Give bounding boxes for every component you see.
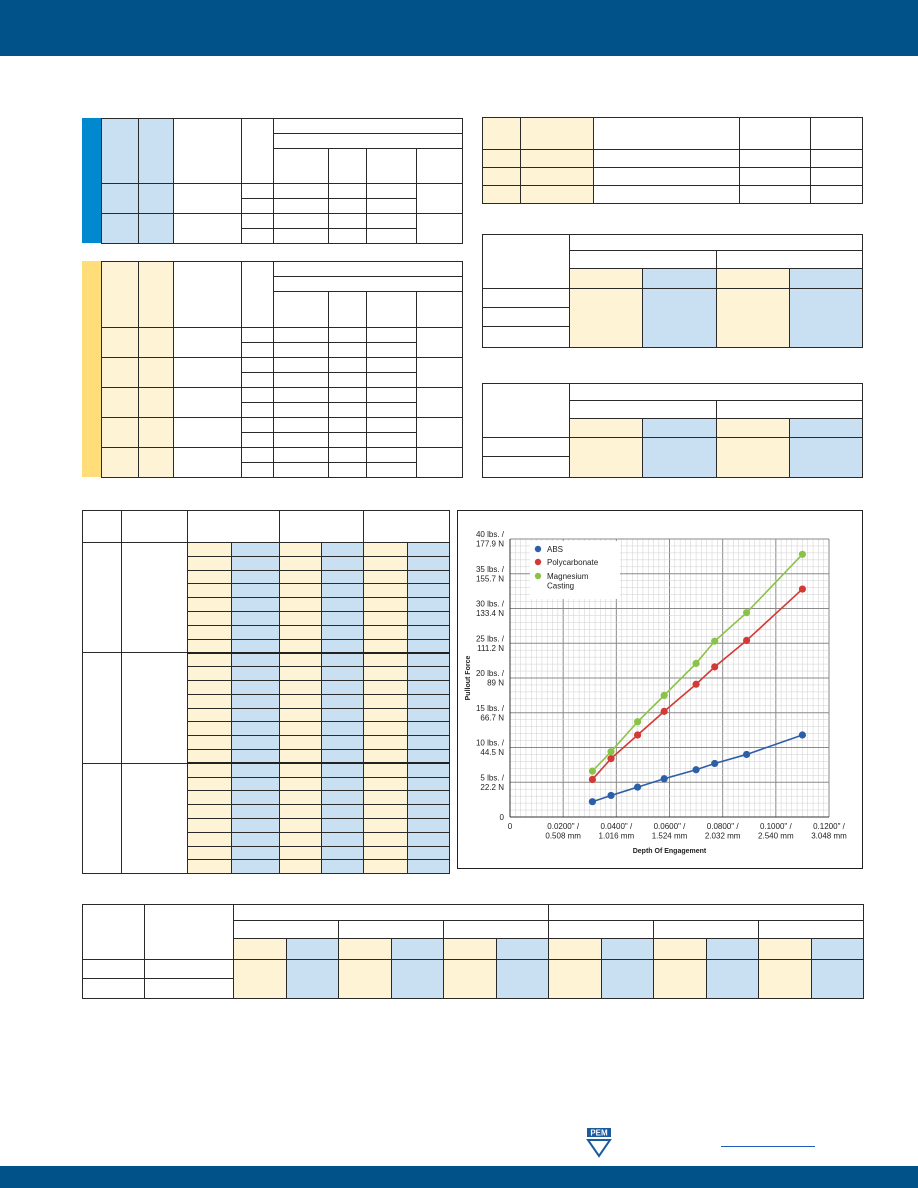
x-tick-label: 0.1000" / 2.540 mm <box>758 822 794 841</box>
y-tick-label: 5 lbs. / 22.2 N <box>480 773 504 792</box>
chart-panel <box>457 510 863 869</box>
table-b <box>101 261 463 478</box>
y-axis-label: Pullout Force <box>465 655 472 701</box>
series-point <box>661 692 668 699</box>
x-tick-label: 0.0200" / 0.508 mm <box>545 822 581 841</box>
table-c <box>482 117 863 204</box>
series-point <box>607 755 614 762</box>
legend-marker <box>535 546 541 552</box>
series-point <box>743 751 750 758</box>
series-point <box>589 776 596 783</box>
x-tick-label: 0 <box>507 822 513 831</box>
pem-logo <box>586 1128 612 1158</box>
table-d <box>482 234 863 348</box>
website-link-underline[interactable] <box>721 1146 815 1147</box>
x-tick-label: 0.1200" / 3.048 mm <box>811 822 847 841</box>
series-point <box>799 551 806 558</box>
legend-box <box>530 541 620 599</box>
y-tick-label: 30 lbs. / 133.4 N <box>475 599 504 618</box>
series-point <box>799 585 806 592</box>
y-tick-label: 20 lbs. / 89 N <box>475 669 504 688</box>
series-point <box>711 760 718 767</box>
series-point <box>711 638 718 645</box>
chart-legend <box>530 541 620 599</box>
series-point <box>634 718 641 725</box>
y-tick-label: 40 lbs. / 177.9 N <box>475 530 504 549</box>
legend-label: Magnesium Casting <box>547 572 589 591</box>
y-tick-label: 15 lbs. / 66.7 N <box>475 703 504 723</box>
pem-logo-text: PEM <box>590 1128 608 1138</box>
series-point <box>634 784 641 791</box>
series-point <box>589 798 596 805</box>
series-point <box>743 609 750 616</box>
legend-marker <box>535 573 541 579</box>
header-bar <box>0 0 918 56</box>
pullout-force-chart <box>458 511 861 867</box>
x-tick-label: 0.0400" / 1.016 mm <box>598 822 635 841</box>
series-point <box>692 681 699 688</box>
chart-axes <box>465 530 847 855</box>
table-a <box>101 118 463 244</box>
y-tick-label: 35 lbs. / 155.7 N <box>475 564 504 584</box>
legend-label: Polycarbonate <box>547 558 599 567</box>
table-g <box>82 904 864 999</box>
y-tick-label: 0 <box>499 813 504 822</box>
table-b-accent <box>82 261 101 477</box>
series-point <box>692 660 699 667</box>
series-point <box>661 775 668 782</box>
x-tick-label: 0.0600" / 1.524 mm <box>651 822 688 841</box>
series-point <box>589 768 596 775</box>
series-point <box>743 637 750 644</box>
y-tick-label: 25 lbs. / 111.2 N <box>475 634 504 653</box>
table-f <box>82 510 450 874</box>
footer-bar <box>0 1166 918 1188</box>
series-point <box>799 731 806 738</box>
legend-marker <box>535 559 541 565</box>
series-point <box>607 748 614 755</box>
x-axis-label: Depth Of Engagement <box>632 848 707 855</box>
series-point <box>661 708 668 715</box>
legend-label: ABS <box>547 545 564 554</box>
y-tick-label: 10 lbs. / 44.5 N <box>475 738 504 757</box>
series-point <box>711 663 718 670</box>
table-e <box>482 383 863 478</box>
table-a-accent <box>82 118 101 243</box>
series-point <box>607 792 614 799</box>
x-tick-label: 0.0800" / 2.032 mm <box>704 822 741 841</box>
series-point <box>692 766 699 773</box>
series-point <box>634 731 641 738</box>
